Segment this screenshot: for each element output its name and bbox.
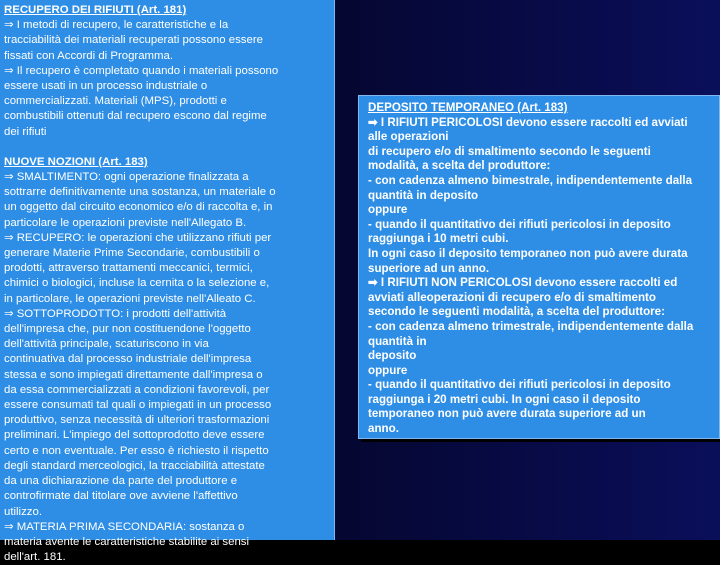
left-text-panel	[0, 0, 335, 564]
section-title-nuove-nozioni: NUOVE NOZIONI (Art. 183)	[4, 155, 148, 168]
section-title-recupero: RECUPERO DEI RIFIUTI (Art. 181)	[4, 4, 187, 16]
section-text-nuove-nozioni: ⇒ SMALTIMENTO: ogni operazione finalizzata a sottrarre definitivamente una sostanza, un materiale o un oggetto dal circuito economico e/o di raccolta e, in particolare le operazioni previste nell'Allegato B. ⇒ RECUPERO: le operazioni che utilizzano rifiuti per generare Materie Prime Secondarie, combustibili o prodotti, attraverso trattamenti meccanici, termici, chimici o biologici, incluse la cernita o la selezione e, in particolare, le operazioni previste nell'Alleato C. ⇒ SOTTOPRODOTTO: i prodotti dell'attività dell'impresa che, pur non costituendone l'oggetto dell'attività principale, scaturiscono in via continuativa dal processo industriale dell'impresa stessa e sono impiegati direttamente dall'impresa o da essa commercializzati a condizioni favorevoli, per essere consumati tal quali o impiegati in un processo produttivo, senza necessità di ulteriori trasformazioni preliminari. L'impiego del sottoprodotto deve essere certo e non eventuale. Per esso è richiesto il rispetto degli standard merceologici, la tracciabilità attestate da una dichiarazione da parte del produttore e controfirmate dal titolare ove avviene l'affettivo utilizzo. ⇒ MATERIA PRIMA SECONDARIA: sostanza o materia avente le caratteristiche stabilite ai sensi dell'art. 181.	[4, 171, 276, 564]
section-title-deposito-temporaneo: DEPOSITO TEMPORANEO (Art. 183)	[368, 101, 568, 114]
section-text-recupero: ⇒ I metodi di recupero, le caratteristiche e la tracciabilità dei materiali recuperati possono essere fissati con Accordi di Programma. ⇒ Il recupero è completato quando i materiali possono essere usati in un processo industriale o commercializzati. Materiali (MPS), prodotti e combustibili ottenuti dal recupero escono dal regime dei rifiuti	[4, 19, 279, 138]
section-spacer	[4, 140, 328, 155]
section-text-deposito-temporaneo: ➡ I RIFIUTI PERICOLOSI devono essere raccolti ed avviati alle operazioni di recupero e/o di smaltimento secondo le seguenti modalità, a scelta del produttore: - con cadenza almeno bimestrale, indipendentemente dalla quantità in deposito oppure - quando il quantitativo dei rifiuti pericolosi in deposito raggiunga i 10 metri cubi. In ogni caso il deposito temporaneo non può avere durata superiore ad un anno. ➡ I RIFIUTI NON PERICOLOSI devono essere raccolti ed avviati alleoperazioni di recupero e/o di smaltimento secondo le seguenti modalità, a scelta del produttore: - con cadenza almeno trimestrale, indipendentemente dalla quantità in deposito oppure - quando il quantitativo dei rifiuti pericolosi in deposito raggiunga i 20 metri cubi. In ogni caso il deposito temporaneo non può avere durata superiore ad un anno.	[368, 115, 694, 436]
right-text-panel	[358, 95, 720, 439]
